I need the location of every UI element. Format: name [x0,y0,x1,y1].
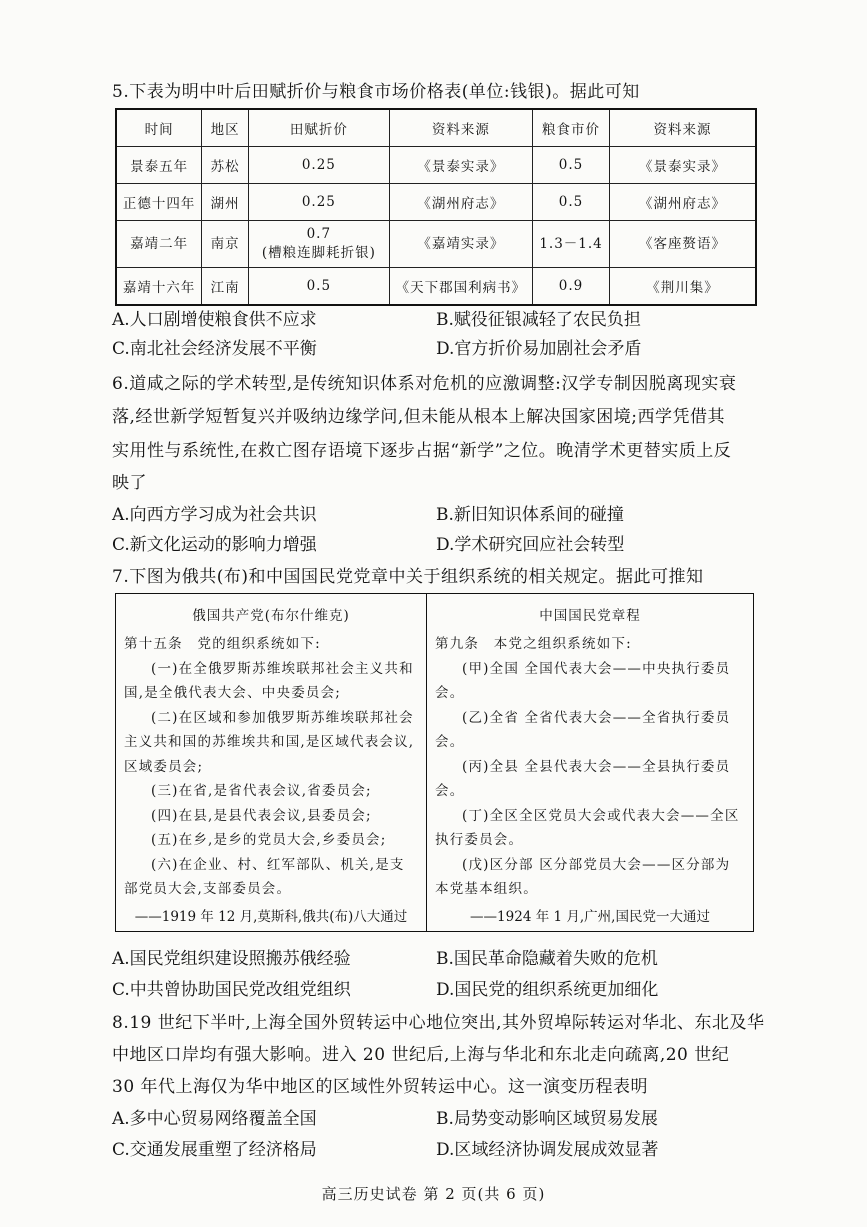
q6-option-c[interactable]: C.新文化运动的影响力增强 [112,535,317,555]
q7-option-b[interactable]: B.国民革命隐藏着失败的危机 [436,949,658,969]
table-cell: 0.5 [533,184,610,221]
bolshevik-charter-column [116,594,427,931]
q8-stem-line: 30 年代上海仅为华中地区的区域性外贸转运中心。这一演变历程表明 [112,1077,649,1097]
q8-option-b[interactable]: B.局势变动影响区域贸易发展 [436,1109,658,1129]
header-cell: 资料来源 [389,109,533,147]
table-cell: 0.5 [533,147,610,184]
charter-para: 第九条 本党之组织系统如下: [435,636,632,652]
table-cell: 0.25 [249,147,390,184]
q8-stem-line: 8.19 世纪下半叶,上海全国外贸转运中心地位突出,其外贸埠际转运对华北、东北及华 [112,1013,765,1033]
column-source: ——1919 年 12 月,莫斯科,俄共(布)八大通过 [134,909,408,925]
q6-option-a[interactable]: A.向西方学习成为社会共识 [112,505,317,525]
table-cell: 《客座赘语》 [609,221,756,268]
charter-para: 第十五条 党的组织系统如下: [124,636,321,652]
table-cell: 嘉靖二年 [116,221,202,268]
table-row [116,221,756,268]
column-title: 俄国共产党(布尔什维克) [192,608,350,624]
charter-para: (四)在县,是县代表会议,县委员会; [151,807,372,824]
table-cell: 苏松 [202,147,249,184]
q7-option-c[interactable]: C.中共曾协助国民党改组党组织 [112,980,351,1000]
table-cell: 《嘉靖实录》 [389,221,533,268]
table-cell: 《湖州府志》 [609,184,756,221]
q5-stem: 5.下表为明中叶后田赋折价与粮食市场价格表(单位:钱银)。据此可知 [112,82,640,102]
q6-option-d[interactable]: D.学术研究回应社会转型 [436,535,625,555]
table-cell: 湖州 [202,184,249,221]
column-source: ——1924 年 1 月,广州,国民党一大通过 [470,909,710,925]
q8-stem-line: 中地区口岸均有强大影响。进入 20 世纪后,上海与华北和东北走向疏离,20 世纪 [112,1045,730,1065]
q7-stem: 7.下图为俄共(布)和中国国民党党章中关于组织系统的相关规定。据此可推知 [112,567,704,587]
charter-para: (甲)全国 全国代表大会——中央执行委员会。 [435,660,731,701]
table-cell: 0.25 [249,184,390,221]
table-cell: 《景泰实录》 [609,147,756,184]
charter-para: (五)在乡,是乡的党员大会,乡委员会; [151,832,387,848]
q5-option-b[interactable]: B.赋役征银减轻了农民负担 [436,310,641,330]
q5-price-table [115,108,757,306]
table-cell: 《荆川集》 [609,268,756,306]
q6-stem-line: 落,经世新学短暂复兴并吸纳边缘学问,但未能从根本上解决国家困境;西学凭借其 [112,407,726,427]
charter-para: (三)在省,是省代表会议,省委员会; [151,783,372,799]
column-title: 中国国民党章程 [539,608,641,624]
header-cell: 资料来源 [609,109,756,147]
header-cell: 时间 [116,109,202,147]
q6-stem-line: 映了 [112,473,147,493]
table-cell: 《湖州府志》 [389,184,533,221]
table-cell: 南京 [202,221,249,268]
charter-para: (丁)全区全区党员大会或代表大会——全区执行委员会。 [435,807,740,848]
q7-option-a[interactable]: A.国民党组织建设照搬苏俄经验 [112,949,351,969]
charter-para: (六)在企业、村、红军部队、机关,是支部党员大会,支部委员会。 [124,856,405,897]
q8-option-a[interactable]: A.多中心贸易网络覆盖全国 [112,1109,317,1129]
table-cell: 1.3－1.4 [533,221,610,268]
table-cell: 嘉靖十六年 [116,268,202,306]
q5-option-c[interactable]: C.南北社会经济发展不平衡 [112,339,317,359]
table-cell: 0.5 [249,268,390,306]
q6-option-b[interactable]: B.新旧知识体系间的碰撞 [436,505,624,525]
table-row [116,147,756,184]
charter-para: (乙)全省 全省代表大会——全省执行委员会。 [435,709,731,750]
q7-charter-comparison [115,593,754,932]
table-header-row [116,109,756,147]
q7-option-d[interactable]: D.国民党的组织系统更加细化 [436,980,659,1000]
charter-para: (一)在全俄罗斯苏维埃联邦社会主义共和国,是全俄代表大会、中央委员会; [124,660,414,701]
table-cell: 景泰五年 [116,147,202,184]
table-cell-multiline: 0.7 (槽粮连脚耗折银) [249,221,390,268]
q5-option-d[interactable]: D.官方折价易加剧社会矛盾 [436,339,642,359]
q8-option-c[interactable]: C.交通发展重塑了经济格局 [112,1140,317,1160]
table-cell: 0.9 [533,268,610,306]
table-row [116,184,756,221]
page-footer: 高三历史试卷 第 2 页(共 6 页) [321,1185,546,1203]
header-cell: 地区 [202,109,249,147]
charter-para: (二)在区域和参加俄罗斯苏维埃联邦社会主义共和国的苏维埃共和国,是区域代表会议,区域委员会; [124,709,415,775]
table-cell: 《景泰实录》 [389,147,533,184]
header-cell: 田赋折价 [249,109,390,147]
q8-option-d[interactable]: D.区域经济协调发展成效显著 [436,1140,659,1160]
table-cell: 正德十四年 [116,184,202,221]
q6-stem-line: 实用性与系统性,在救亡图存语境下逐步占据“新学”之位。晚清学术更替实质上反 [112,441,732,461]
table-cell: 江南 [202,268,249,306]
q6-stem-line: 6.道咸之际的学术转型,是传统知识体系对危机的应激调整:汉学专制因脱离现实衰 [112,374,737,394]
charter-para: (丙)全县 全县代表大会——全县执行委员会。 [435,758,731,799]
table-row [116,268,756,306]
kmt-charter-column [427,594,753,931]
header-cell: 粮食市价 [533,109,610,147]
table-cell: 《天下郡国利病书》 [389,268,533,306]
q5-option-a[interactable]: A.人口剧增使粮食供不应求 [112,310,317,330]
charter-para: (戊)区分部 区分部党员大会——区分部为本党基本组织。 [435,856,731,897]
